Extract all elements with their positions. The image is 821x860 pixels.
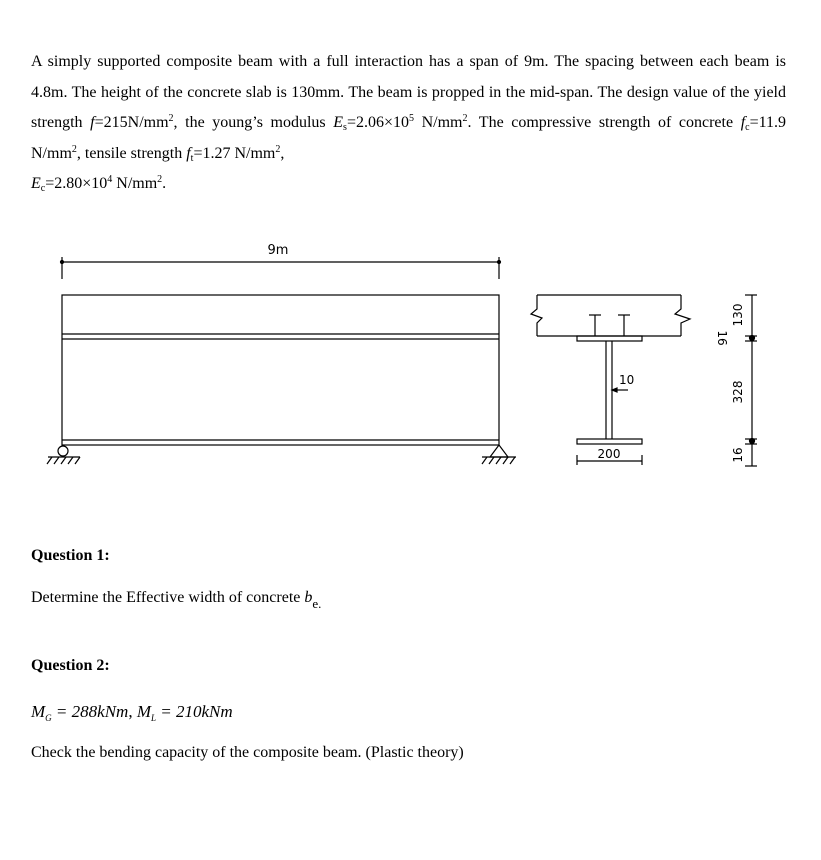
question-2-title: Question 2:: [31, 657, 110, 674]
question-2-text: Check the bending capacity of the composite beam. (Plastic theory): [31, 744, 464, 761]
question-2-moments: $M_G = 288kNm$, $M_L = 210kNm$: [31, 702, 233, 723]
beam-elevation: [62, 295, 499, 445]
dim-16-bottom-label: 16: [731, 447, 745, 463]
cross-section: [531, 295, 690, 465]
question-1-title: Question 1:: [31, 547, 110, 564]
question-1-text: Determine the Effective width of concrete $b_{e.}$: [31, 589, 322, 611]
span-label: 9m: [267, 243, 289, 258]
pin-support-left: [47, 446, 80, 464]
dim-328-label: 328: [731, 380, 745, 404]
roller-support-right: [482, 445, 516, 464]
dim-16-top-label: 16: [715, 330, 729, 346]
problem-statement: A simply supported composite beam with a full interaction has a span of 9m. The spacing between each beam is 4.8m. The height of the concrete slab is 130mm. The beam is propped in the mid-span. The design value of the yield strength $f=215N/mm^2$, the young’s modulus $E_s=2.06\times 10^5$ $N/mm^2$. The compressive strength of concrete $f_c=11.9$ $N/mm^2$, tensile strength $f_t=1.27$ $N/mm^2$, $E_c=2.80\times 10^4$ $N/mm^2$.: [31, 53, 787, 194]
dim-130-label: 130: [731, 303, 745, 327]
flange-width-label: 200: [597, 447, 621, 461]
web-thickness-label: 10: [619, 373, 635, 387]
vertical-dimension: [745, 295, 757, 466]
